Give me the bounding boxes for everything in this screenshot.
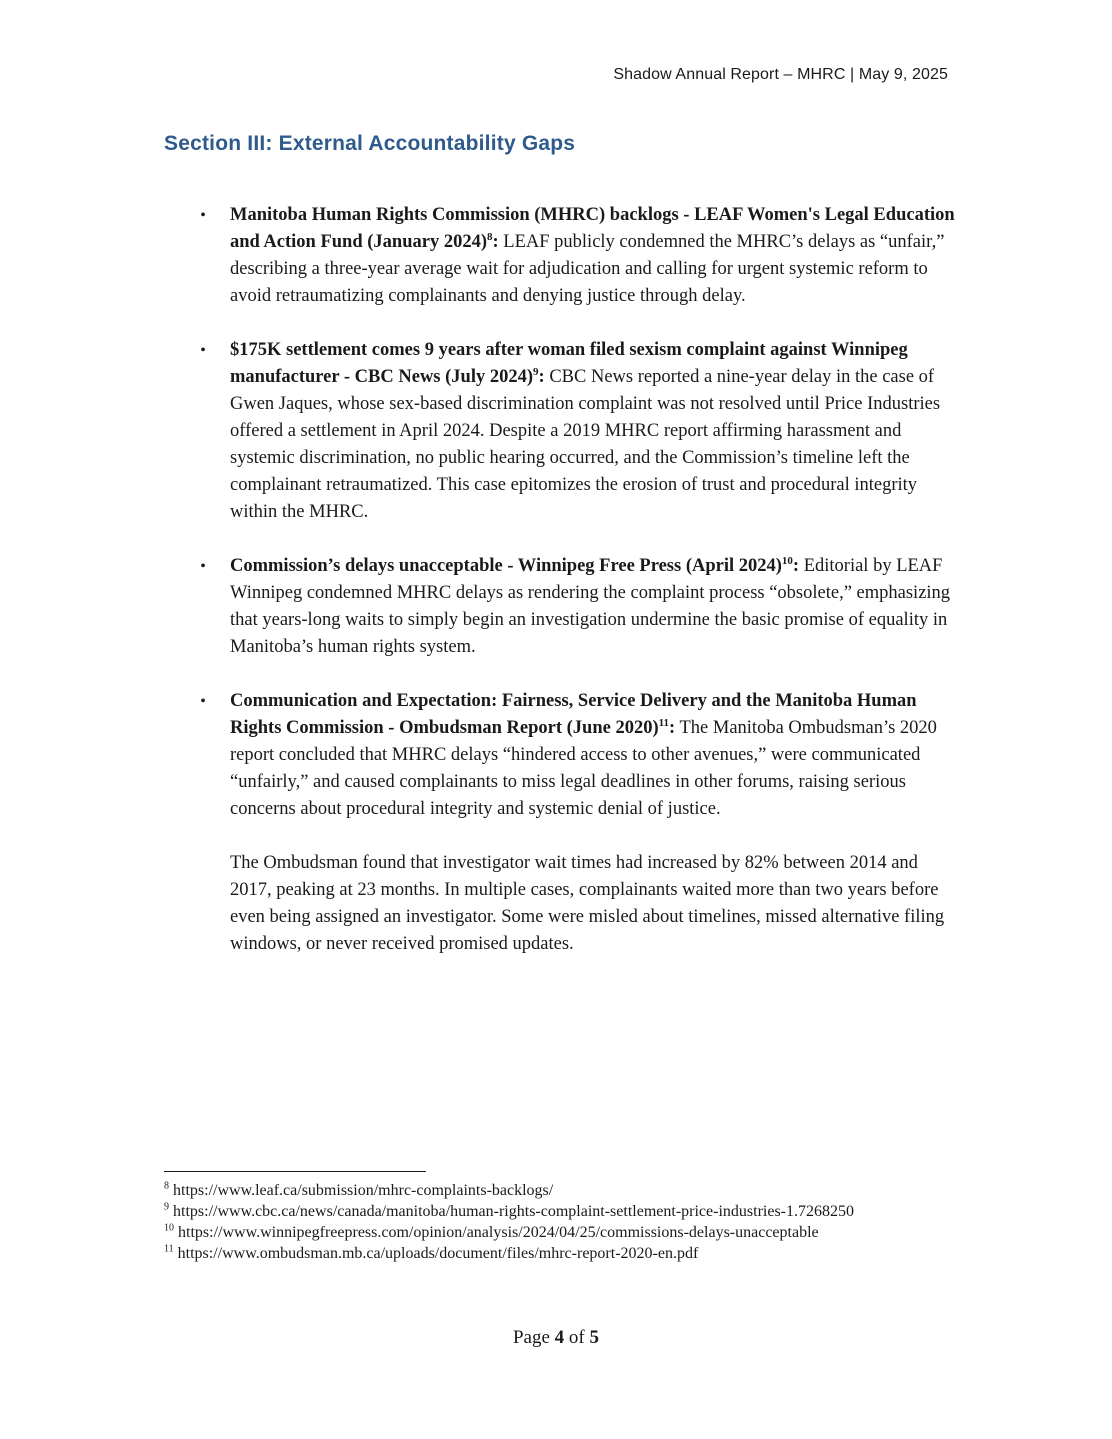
- bullet-body: Editorial by LEAF Winnipeg condemned MHRC delays as rendering the complaint process “obsolete,” emphasizing that years-long waits to simply begin an investigation undermine the basic promise of equality in Manitoba’s human rights system.: [230, 556, 951, 657]
- bullet-body: CBC News reported a nine-year delay in the case of Gwen Jaques, whose sex-based discrimination complaint was not resolved until Price Industries offered a settlement in April 2024. Despite a 2019 MHRC report affirming harassment and systemic discrimination, no public hearing occurred, and the Commission’s timeline left the complainant retraumatized. This case epitomizes the erosion of trust and procedural integrity within the MHRC.: [230, 367, 941, 522]
- title-colon: :: [792, 556, 800, 576]
- page-number: [0, 1327, 1112, 1349]
- footnote-number: 9: [164, 1201, 169, 1213]
- page-current: 4: [554, 1327, 565, 1348]
- footnote-link[interactable]: https://www.leaf.ca/submission/mhrc-complaints-backlogs/: [169, 1182, 554, 1199]
- bullet-item-ombudsman: [196, 688, 956, 958]
- bullet-second-paragraph: The Ombudsman found that investigator wait times had increased by 82% between 2014 and 2017, peaking at 23 months. In multiple cases, complainants waited more than two years before even being assigned an investigator. Some were misled about timelines, missed alternative filing windows, or never received promised updates.: [230, 853, 945, 954]
- bullet-title: Communication and Expectation: Fairness, Service Delivery and the Manitoba Human Rights Commission - Ombudsman Report (June 2020): [230, 691, 917, 738]
- bullet-icon: •: [200, 558, 206, 575]
- running-header: Shadow Annual Report – MHRC | May 9, 2025: [613, 66, 948, 83]
- bullet-title: $175K settlement comes 9 years after woman filed sexism complaint against Winnipeg manufacturer - CBC News (July 2024): [230, 340, 908, 387]
- footnote-number: 11: [164, 1243, 174, 1255]
- footnote-11: [164, 1243, 924, 1264]
- bullet-icon: •: [200, 207, 206, 224]
- bullet-item-free-press: [196, 553, 956, 661]
- footnote-link[interactable]: https://www.ombudsman.mb.ca/uploads/document/files/mhrc-report-2020-en.pdf: [173, 1245, 699, 1262]
- bullet-body: LEAF publicly condemned the MHRC’s delays as “unfair,” describing a three-year average wait for adjudication and calling for urgent systemic reform to avoid retraumatizing complainants and denying justice through delay.: [230, 232, 945, 306]
- page-total: 5: [589, 1327, 599, 1348]
- footnote-number: 8: [164, 1180, 169, 1192]
- footnote-9: [164, 1201, 924, 1222]
- bullet-list: [196, 202, 956, 985]
- bullet-item-leaf: [196, 202, 956, 310]
- footnotes: [164, 1180, 924, 1264]
- page-middle: of: [564, 1327, 590, 1348]
- bullet-item-cbc: [196, 337, 956, 526]
- footnote-ref[interactable]: 10: [781, 554, 793, 567]
- footnote-separator: [164, 1171, 426, 1172]
- footnote-ref[interactable]: 9: [533, 365, 539, 378]
- bullet-body: The Manitoba Ombudsman’s 2020 report concluded that MHRC delays “hindered access to other avenues,” were communicated “unfairly,” and caused complainants to miss legal deadlines in other forums, raising serious concerns about procedural integrity and systemic denial of justice.: [230, 718, 937, 819]
- title-colon: :: [538, 367, 545, 387]
- footnote-ref[interactable]: 8: [487, 230, 493, 243]
- footnote-8: [164, 1180, 924, 1201]
- title-colon: :: [492, 232, 499, 252]
- bullet-icon: •: [200, 342, 206, 359]
- footnote-number: 10: [164, 1222, 174, 1234]
- bullet-title: Commission’s delays unacceptable - Winnipeg Free Press (April 2024): [230, 556, 782, 576]
- bullet-icon: •: [200, 693, 206, 710]
- footnote-link[interactable]: https://www.winnipegfreepress.com/opinion/analysis/2024/04/25/commissions-delays-unacceptable: [174, 1224, 819, 1241]
- footnote-10: [164, 1222, 924, 1243]
- page-prefix: Page: [512, 1327, 555, 1348]
- bullet-title: Manitoba Human Rights Commission (MHRC) backlogs - LEAF Women's Legal Education and Action Fund (January 2024): [230, 205, 955, 252]
- footnote-link[interactable]: https://www.cbc.ca/news/canada/manitoba/human-rights-complaint-settlement-price-industries-1.7268250: [169, 1203, 854, 1220]
- section-title: Section III: External Accountability Gaps: [164, 132, 576, 155]
- footnote-ref[interactable]: 11: [658, 716, 670, 729]
- title-colon: :: [669, 718, 676, 738]
